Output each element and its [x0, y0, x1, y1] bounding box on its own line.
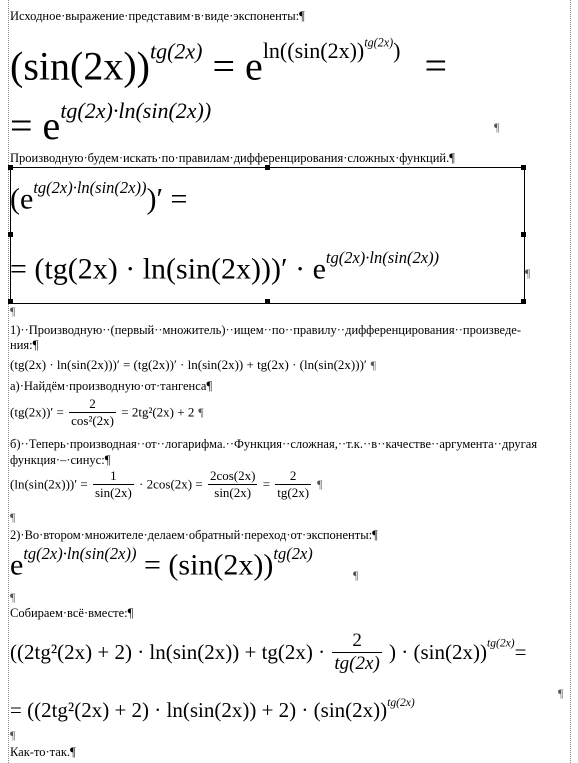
formula-product-rule [10, 357, 376, 373]
formula-f6-left: (tg(2x))′ = [10, 404, 64, 420]
formula-combined [10, 630, 526, 675]
resize-handle-l[interactable] [8, 232, 13, 237]
formula-f7-mid: · 2cos(2x) = [139, 476, 203, 492]
formula-log-derivative [10, 468, 323, 501]
pilcrow: ¶ [370, 358, 377, 372]
formula-f9-eq: = [514, 640, 527, 664]
pilcrow: ¶ [10, 590, 16, 604]
formula-f9-right: ) · (sin(2x)) [389, 640, 487, 664]
pilcrow: ¶ [316, 477, 323, 491]
paragraph-log-derivative-cont: функция·–·синус:¶ [10, 453, 111, 467]
paragraph-derivative-plan: Производную·будем·искать·по·правилам·дифференцирования·сложных·функций.¶ [10, 151, 455, 165]
fraction [93, 468, 134, 501]
pilcrow: ¶ [494, 120, 500, 134]
pilcrow: ¶ [10, 728, 16, 742]
formula-f3-exponent: tg(2x)·ln(sin(2x)) [33, 178, 147, 197]
resize-handle-tl[interactable] [8, 165, 13, 170]
numerator: 2 [275, 468, 311, 485]
formula-f5: (tg(2x) · ln(sin(2x)))′ = (tg(2x))′ · ln(sin(2x)) + tg(2x) · (ln(sin(2x)))′ [10, 357, 367, 372]
fraction [332, 630, 381, 675]
resize-handle-br[interactable] [521, 299, 526, 304]
pilcrow: ¶ [197, 405, 204, 419]
formula-f10-exponent: tg(2x) [387, 697, 415, 709]
paragraph-product-rule: 1)··Производную··(первый··множитель)··ищем··по··правилу··дифференцирования··произведе- [10, 323, 522, 337]
denominator: tg(2x) [277, 485, 310, 500]
pilcrow: ¶ [353, 568, 359, 582]
formula-inverse-exponent [10, 544, 313, 583]
formula-f8-exponent2: tg(2x) [273, 544, 313, 563]
formula-f9-left: ((2tg²(2x) + 2) · ln(sin(2x)) + tg(2x) · [10, 640, 326, 664]
formula-base: (sin(2x)) [10, 43, 150, 89]
formula-e: = e [212, 43, 263, 89]
numerator: 1 [93, 468, 134, 485]
formula-e-exponent-close: ) [393, 38, 401, 64]
formula-e2: = e [10, 102, 61, 148]
formula-f8-right: = (sin(2x)) [144, 548, 274, 582]
formula-e-exponent: ln((sin(2x)) [262, 38, 365, 64]
formula-f10-main: = ((2tg²(2x) + 2) · ln(sin(2x)) + 2) · (sin(2x)) [10, 697, 388, 722]
fraction [69, 396, 116, 429]
resize-handle-b[interactable] [265, 299, 270, 304]
paragraph-product-rule-cont: ния:¶ [10, 338, 39, 352]
formula-exponent-simplified [10, 98, 211, 149]
formula-derivative-e [10, 178, 187, 217]
pilcrow: ¶ [525, 266, 531, 280]
formula-equals: = [424, 43, 448, 89]
formula-f4-main: = (tg(2x) · ln(sin(2x)))′ · e [10, 252, 326, 286]
formula-e2-exponent: tg(2x)·ln(sin(2x)) [60, 98, 212, 123]
paragraph-inverse-exponent: 2)·Во·втором·множителе·делаем·обратный·переход·от·экспоненты:¶ [10, 528, 378, 542]
formula-f6-right: = 2tg²(2x) + 2 [121, 404, 195, 420]
formula-f3-open: (e [10, 182, 34, 216]
formula-tangent-derivative [10, 396, 204, 429]
numerator: 2 [332, 630, 381, 653]
formula-chain-rule [10, 248, 439, 287]
numerator: 2 [69, 396, 116, 413]
formula-f7-eq: = [262, 476, 271, 492]
denominator: sin(2x) [214, 485, 252, 500]
formula-e-exponent-inner: tg(2x) [364, 36, 394, 50]
formula-final [10, 697, 415, 723]
denominator: sin(2x) [94, 485, 132, 500]
formula-f3-close: )′ = [146, 182, 188, 216]
formula-f8-exponent: tg(2x)·ln(sin(2x)) [23, 544, 137, 563]
fraction [275, 468, 311, 501]
fraction [208, 468, 258, 501]
right-margin-guide [570, 0, 571, 763]
paragraph-combine: Собираем·всё·вместе:¶ [10, 606, 134, 620]
formula-f9-exponent: tg(2x) [487, 637, 515, 650]
resize-handle-t[interactable] [265, 165, 270, 170]
paragraph-log-derivative: б)··Теперь·производная··от··логарифма.··Функция··сложная,··т.к.··в··качестве··аргумента··другая [10, 437, 538, 451]
paragraph-tangent: а)·Найдём·производную·от·тангенса¶ [10, 379, 213, 393]
left-margin-guide [8, 0, 9, 763]
denominator: tg(2x) [334, 653, 380, 674]
formula-exponent-form [10, 36, 447, 89]
paragraph-closing: Как-то·так.¶ [10, 745, 76, 759]
pilcrow: ¶ [10, 510, 16, 524]
formula-f7-left: (ln(sin(2x)))′ = [10, 476, 88, 492]
formula-exponent: tg(2x) [149, 38, 203, 64]
numerator: 2cos(2x) [209, 468, 256, 483]
pilcrow: ¶ [558, 686, 564, 700]
paragraph-intro: Исходное·выражение·представим·в·виде·экспоненты:¶ [10, 9, 305, 23]
pilcrow: ¶ [10, 304, 16, 318]
formula-f4-exponent: tg(2x)·ln(sin(2x)) [325, 248, 440, 267]
denominator: cos²(2x) [71, 413, 114, 428]
resize-handle-r[interactable] [521, 232, 526, 237]
formula-f8-e: e [10, 548, 24, 582]
resize-handle-tr[interactable] [521, 165, 526, 170]
